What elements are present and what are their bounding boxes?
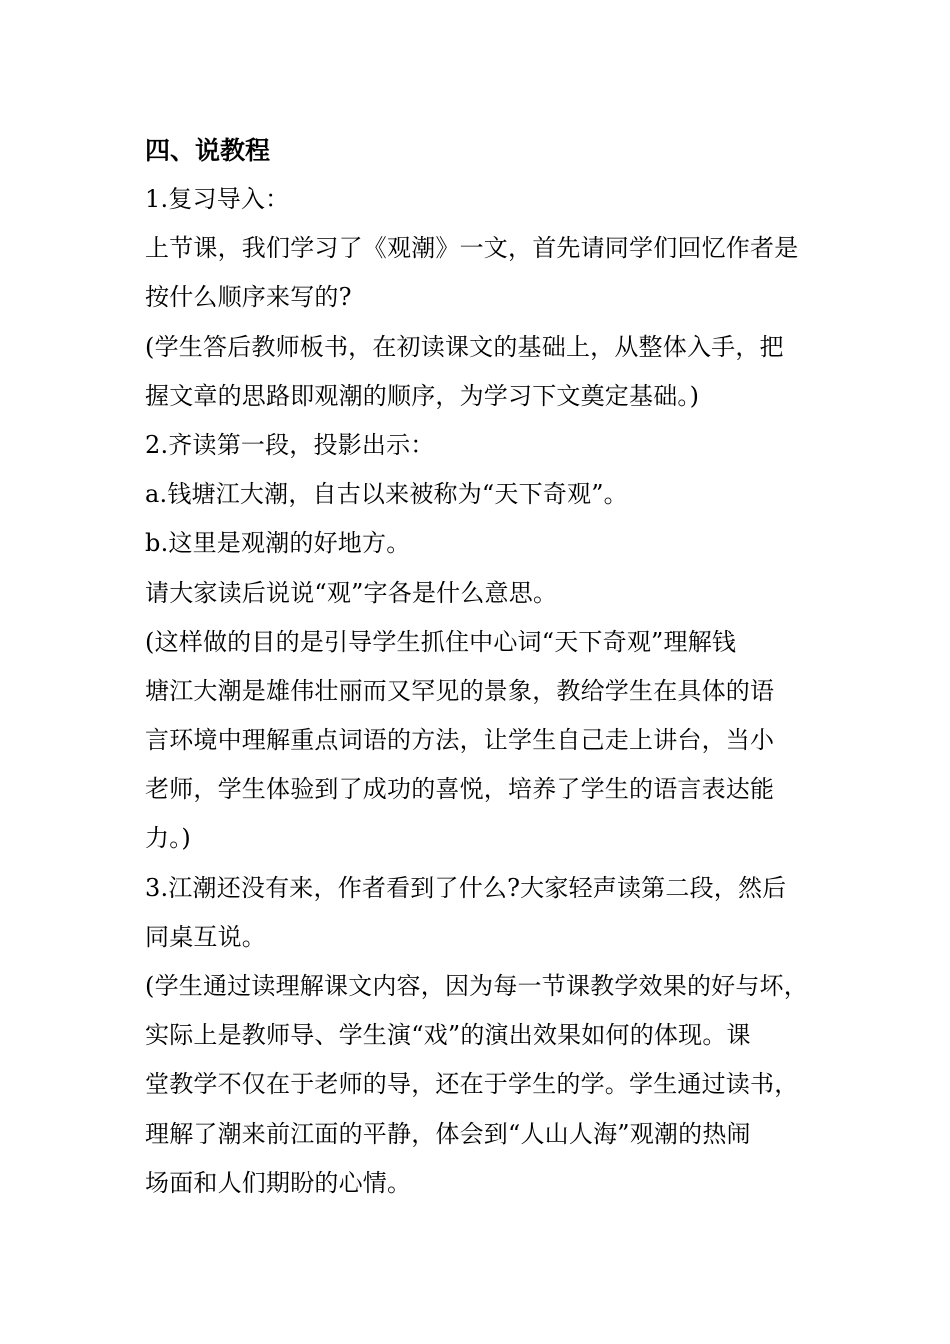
text-line: 言环境中理解重点词语的方法，让学生自己走上讲台，当小	[145, 726, 775, 755]
text-line: 场面和人们期盼的心情。	[145, 1168, 412, 1197]
text-line: 实际上是教师导、学生演“戏”的演出效果如何的体现。课	[145, 1021, 751, 1050]
text-line: 请大家读后说说“观”字各是什么意思。	[145, 578, 558, 607]
text-line: (学生通过读理解课文内容，因为每一节课教学效果的好与坏，	[145, 972, 808, 1000]
text-line: 理解了潮来前江面的平静，体会到“人山人海”观潮的热闹	[145, 1119, 751, 1148]
text-line: 上节课，我们学习了《观潮》一文，首先请同学们回忆作者是	[145, 234, 799, 263]
text-line: 2.齐读第一段，投影出示：	[145, 430, 435, 459]
text-line: a.钱塘江大潮，自古以来被称为“天下奇观”。	[145, 480, 628, 509]
text-line: b.这里是观潮的好地方。	[145, 529, 411, 558]
text-line: 堂教学不仅在于老师的导，还在于学生的学。学生通过读书，	[145, 1070, 799, 1099]
section-heading: 四、说教程	[145, 136, 271, 165]
text-line: 1.复习导入：	[145, 185, 290, 213]
text-line: (这样做的目的是引导学生抓住中心词“天下奇观”理解钱	[145, 627, 737, 656]
text-line: 塘江大潮是雄伟壮丽而又罕见的景象，教给学生在具体的语	[145, 676, 775, 705]
text-line: 按什么顺序来写的?	[145, 283, 352, 312]
text-line: 同桌互说。	[145, 922, 266, 951]
text-line: 3.江潮还没有来，作者看到了什么?大家轻声读第二段，然后	[145, 873, 787, 902]
text-line: (学生答后教师板书，在初读课文的基础上，从整体入手，把	[145, 332, 784, 361]
text-line: 老师，学生体验到了成功的喜悦，培养了学生的语言表达能	[145, 775, 775, 804]
document-body	[145, 126, 810, 1208]
text-line: 力。)	[145, 824, 191, 853]
text-line: 握文章的思路即观潮的顺序，为学习下文奠定基础。)	[145, 381, 700, 410]
